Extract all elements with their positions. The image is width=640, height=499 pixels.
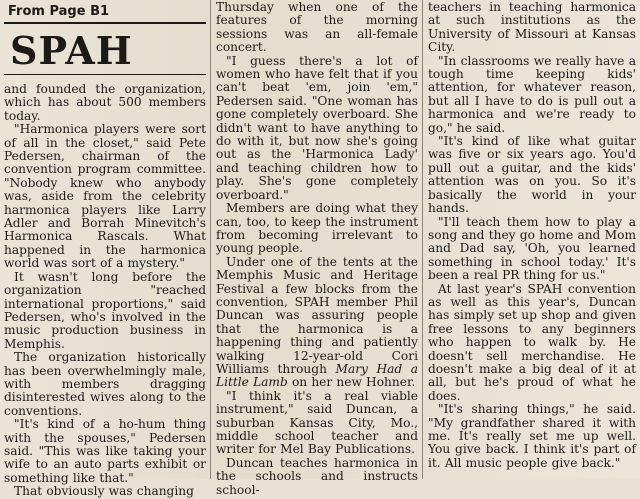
- article-column-1: [4, 0, 206, 499]
- paragraph: [216, 256, 418, 390]
- paragraph: At last year's SPAH convention as well as this year's, Duncan has simply set up shop and given free lessons to any beginners who happen to walk by. He doesn't sell merchandise. He doesn't make a big deal of it at all, but he's proud of what he does.: [428, 281, 636, 403]
- paragraph: "Harmonica players were sort of all in the closet," said Pete Pedersen, chairman of the convention program committee. "Nobody knew who anybody was, aside from the celebrity harmonica players like Larry Adler and Borrah Minevitch's Harmonica Rascals. What happened in the harmonica world was sort of a mystery.": [4, 122, 206, 271]
- column-rule: [422, 0, 423, 479]
- song-title: Mary Had a Little Lamb: [216, 361, 418, 390]
- paragraph: "I'll teach them how to play a song and they go home and Mom and Dad say, 'Oh, you learned something in school today.' It's been a real PR thing for us.": [428, 214, 636, 283]
- paragraph-text: Under one of the tents at the Memphis Music and Heritage Festival a few blocks from the convention, SPAH member Phil Duncan was assuring people that the harmonica is a happening thing and patiently walking 12-year-old Cori Williams through: [216, 254, 418, 376]
- paragraph: It wasn't long before the organization "reached international proportions," said Pedersen, who's involved in the music production business in Memphis.: [4, 269, 206, 351]
- paragraph: "It's kind of like what guitar was five or six years ago. You'd pull out a guitar, and the kids' attention was on you. So it's basically the world in your hands.: [428, 134, 636, 216]
- paragraph: That obviously was changing: [14, 484, 194, 499]
- paragraph: "In classrooms we really have a tough time keeping kids' attention, for whatever reason, but all I have to do is pull out a harmonica and we're ready to go," he said.: [428, 53, 636, 135]
- paragraph: teachers in teaching harmonica at such institutions as the University of Missouri at Kansas City.: [428, 0, 636, 55]
- headline: SPAH: [4, 28, 206, 75]
- jump-line: From Page B1: [4, 0, 206, 24]
- article-column-3: [428, 0, 636, 479]
- paragraph: Members are doing what they can, too, to keep the instrument from becoming irrelevant to young people.: [216, 201, 418, 256]
- paragraph: and founded the organization, which has about 500 members today.: [4, 82, 206, 123]
- column-rule: [210, 0, 211, 479]
- paragraph: "It's kind of a ho-hum thing with the spouses," Pedersen said. "This was like taking your wife to an auto parts exhibit or something like that.": [4, 417, 206, 485]
- paragraph: "I think it's a real viable instrument," said Duncan, a suburban Kansas City, Mo., middle school teacher and writer for Mel Bay Publications.: [216, 388, 418, 457]
- paragraph: Duncan teaches harmonica in the schools and instructs school-: [216, 455, 418, 497]
- paragraph: "I guess there's a lot of women who have felt that if you can't beat 'em, join 'em," Pedersen said. "One woman has gone completely overboard. She didn't want to have anything to do with it, but now she's going out as the 'Harmonica Lady' and teaching children how to play. She's gone completely overboard.": [216, 53, 418, 202]
- paragraph: The organization historically has been overwhelmingly male, with members dragging disinterested wives along to the conventions.: [4, 350, 206, 418]
- paragraph: "It's sharing things," he said. "My grandfather shared it with me. It's really set me up well. You give back. I think it's part of it. All music people give back.": [428, 402, 636, 470]
- paragraph-text: on her new Hohner.: [287, 375, 416, 390]
- article-column-2: [216, 0, 418, 497]
- paragraph: Thursday when one of the features of the morning sessions was an all-female concert.: [216, 0, 418, 55]
